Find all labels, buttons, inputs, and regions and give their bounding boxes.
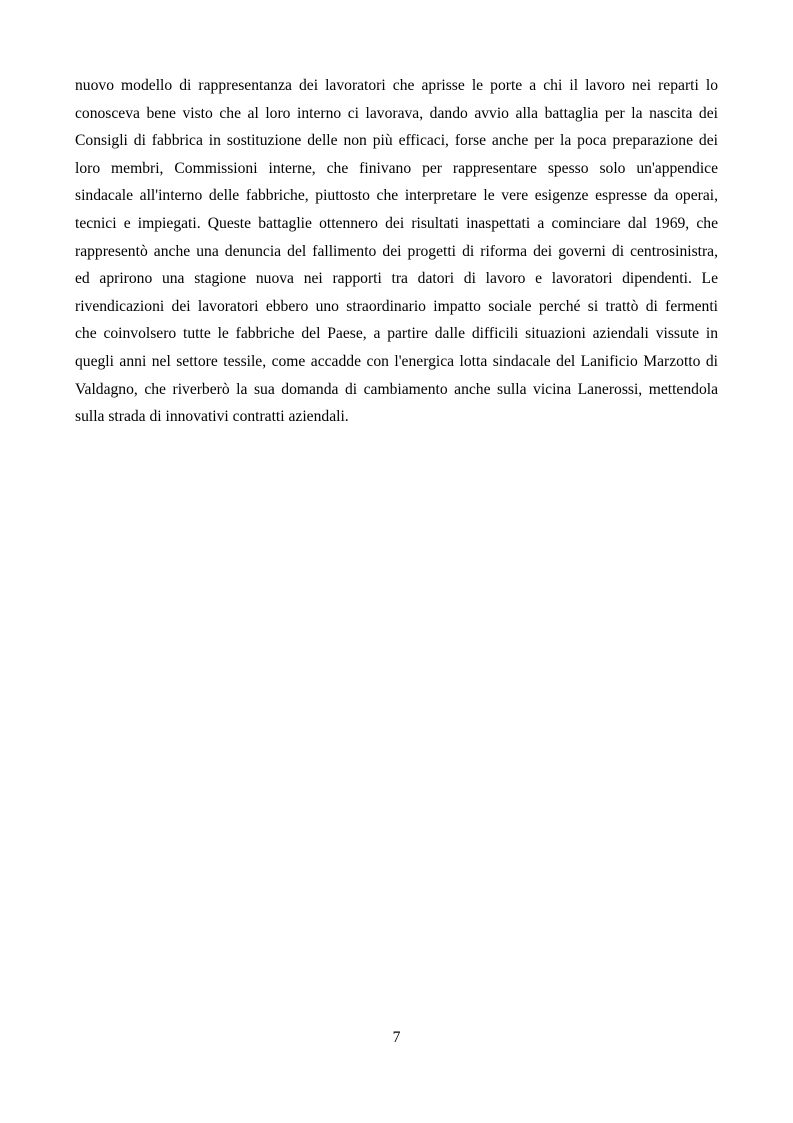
text-line: che coinvolsero tutte le fabbriche del Paese, a partire dalle difficili situazioni aziendali vissute in xyxy=(75,325,718,343)
text-line: conosceva bene visto che al loro interno ci lavorava, dando avvio alla battaglia per la nascita dei xyxy=(75,104,718,122)
text-line: tecnici e impiegati. Queste battaglie ottennero dei risultati inaspettati a cominciare dal 1969, che xyxy=(75,214,718,232)
text-line: rappresentò anche una denuncia del fallimento dei progetti di riforma dei governi di centrosinistra, xyxy=(75,242,718,260)
text-line: rivendicazioni dei lavoratori ebbero uno straordinario impatto sociale perché si trattò di fermenti xyxy=(75,297,718,315)
text-line: sindacale all'interno delle fabbriche, piuttosto che interpretare le vere esigenze espresse da operai, xyxy=(75,187,718,205)
text-line: sulla strada di innovativi contratti aziendali. xyxy=(75,408,349,426)
text-line: quegli anni nel settore tessile, come accadde con l'energica lotta sindacale del Lanificio Marzotto di xyxy=(75,352,718,370)
text-line: Consigli di fabbrica in sostituzione delle non più efficaci, forse anche per la poca preparazione dei xyxy=(75,132,718,150)
text-line: ed aprirono una stagione nuova nei rapporti tra datori di lavoro e lavoratori dipendenti. Le xyxy=(75,270,718,288)
text-line: loro membri, Commissioni interne, che finivano per rappresentare spesso solo un'appendice xyxy=(75,159,718,177)
page-number: 7 xyxy=(392,1029,401,1046)
text-line: nuovo modello di rappresentanza dei lavoratori che aprisse le porte a chi il lavoro nei reparti lo xyxy=(75,77,718,94)
body-paragraph xyxy=(75,72,718,431)
text-line: Valdagno, che riverberò la sua domanda di cambiamento anche sulla vicina Lanerossi, mettendola xyxy=(75,380,718,398)
